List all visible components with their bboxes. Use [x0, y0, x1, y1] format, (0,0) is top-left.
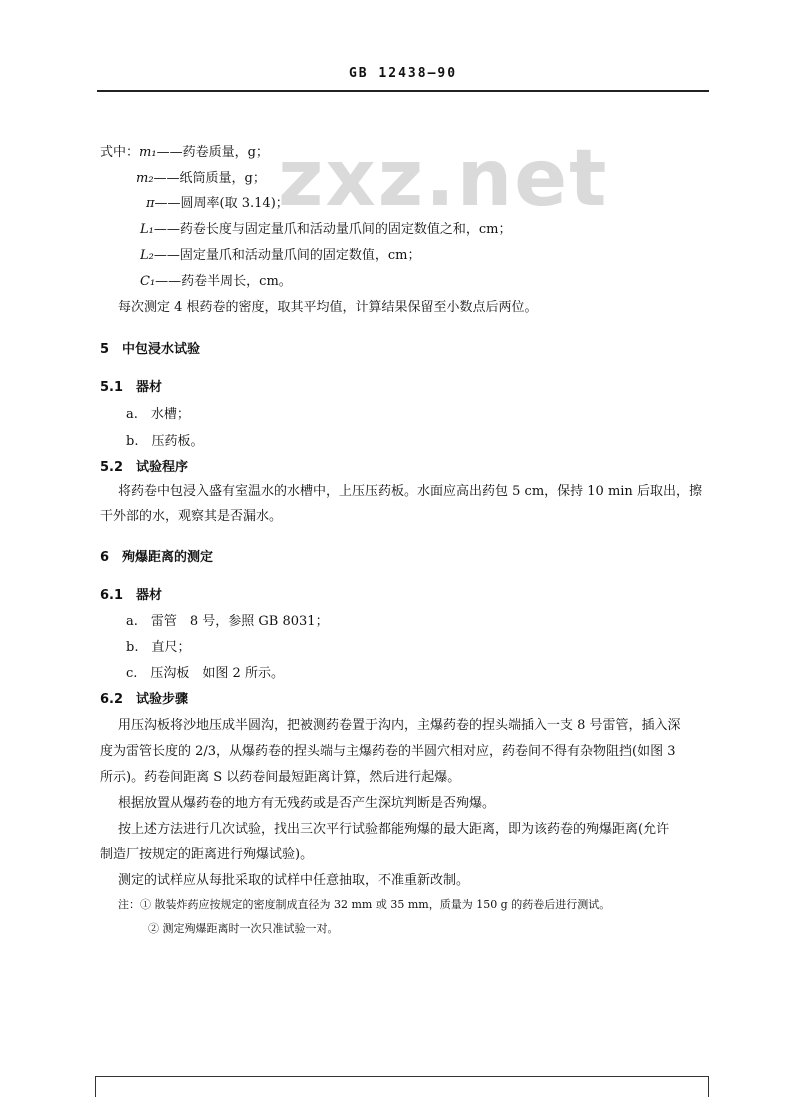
watermark: zxz.net: [278, 134, 609, 224]
paragraph-line: 用压沟板将沙地压成半圆沟，把被测药卷置于沟内，主爆药卷的捏头端插入一支 8 号雷管，插入深: [118, 718, 681, 733]
formula-var-c1: [140, 270, 292, 289]
paragraph-line: 所示)。药卷间距离 S 以药卷间最短距离计算，然后进行起爆。: [100, 770, 461, 785]
footer-border: [95, 1076, 709, 1097]
note-line: 注：① 散装炸药应按规定的密度制成直径为 32 mm 或 35 mm，质量为 150 g 的药卷后进行测试。: [118, 898, 611, 911]
var-desc: ——纸筒质量，g；: [153, 171, 266, 186]
var-desc: ——药卷半周长，cm。: [155, 274, 292, 289]
paragraph-line: 干外部的水，观察其是否漏水。: [100, 509, 283, 524]
formula-var-m1: [100, 141, 269, 160]
section-6-2-heading: 6.2 试验步骤: [100, 692, 189, 707]
var-symbol: L₂: [140, 248, 154, 263]
list-item: a. 雷管 8 号，参照 GB 8031；: [126, 614, 329, 629]
var-symbol: m₂: [136, 171, 154, 186]
paragraph-line: 度为雷管长度的 2/3，从爆药卷的捏头端与主爆药卷的半圆穴相对应，药卷间不得有杂物阻挡(如图 3: [100, 744, 676, 759]
note-line: ② 测定殉爆距离时一次只准试验一对。: [148, 922, 339, 935]
section-6-1-heading: 6.1 器材: [100, 588, 163, 603]
list-item: c. 压沟板 如图 2 所示。: [126, 666, 284, 681]
paragraph-line: 将药卷中包浸入盛有室温水的水槽中，上压压药板。水面应高出药包 5 cm，保持 10 min 后取出，擦: [118, 484, 702, 499]
formula-intro: 式中：: [100, 145, 140, 160]
section-6-heading: 6 殉爆距离的测定: [100, 550, 214, 565]
var-desc: ——药卷质量，g；: [156, 145, 269, 160]
section-5-heading: 5 中包浸水试验: [100, 342, 201, 357]
list-item: a. 水槽；: [126, 407, 190, 422]
paragraph-line: 测定的试样应从每批采取的试样中任意抽取，不准重新改制。: [118, 873, 470, 888]
header-rule: [97, 90, 709, 92]
var-desc: ——固定量爪和活动量爪间的固定数值，cm；: [153, 248, 421, 263]
section-5-1-heading: 5.1 器材: [100, 380, 163, 395]
paragraph-density: 每次测定 4 根药卷的密度，取其平均值，计算结果保留至小数点后两位。: [118, 300, 538, 315]
formula-var-l2: [140, 244, 420, 263]
var-symbol: m₁: [139, 145, 157, 160]
var-symbol: π: [146, 196, 155, 211]
formula-var-m2: [136, 167, 266, 186]
standard-number: GB 12438—90: [348, 66, 458, 81]
var-symbol: L₁: [140, 222, 154, 237]
var-symbol: C₁: [140, 274, 156, 289]
formula-var-l1: [140, 218, 511, 237]
paragraph-line: 根据放置从爆药卷的地方有无残药或是否产生深坑判断是否殉爆。: [118, 796, 496, 811]
page-header: [97, 60, 709, 92]
section-5-2-heading: 5.2 试验程序: [100, 460, 189, 475]
formula-var-pi: [146, 192, 289, 211]
var-desc: ——药卷长度与固定量爪和活动量爪间的固定数值之和，cm；: [153, 222, 512, 237]
var-desc: ——圆周率(取 3.14)；: [154, 196, 289, 211]
list-item: b. 压药板。: [126, 434, 204, 449]
paragraph-line: 制造厂按规定的距离进行殉爆试验)。: [100, 847, 314, 862]
paragraph-line: 按上述方法进行几次试验，找出三次平行试验都能殉爆的最大距离，即为该药卷的殉爆距离(允许: [118, 822, 670, 837]
list-item: b. 直尺；: [126, 640, 191, 655]
